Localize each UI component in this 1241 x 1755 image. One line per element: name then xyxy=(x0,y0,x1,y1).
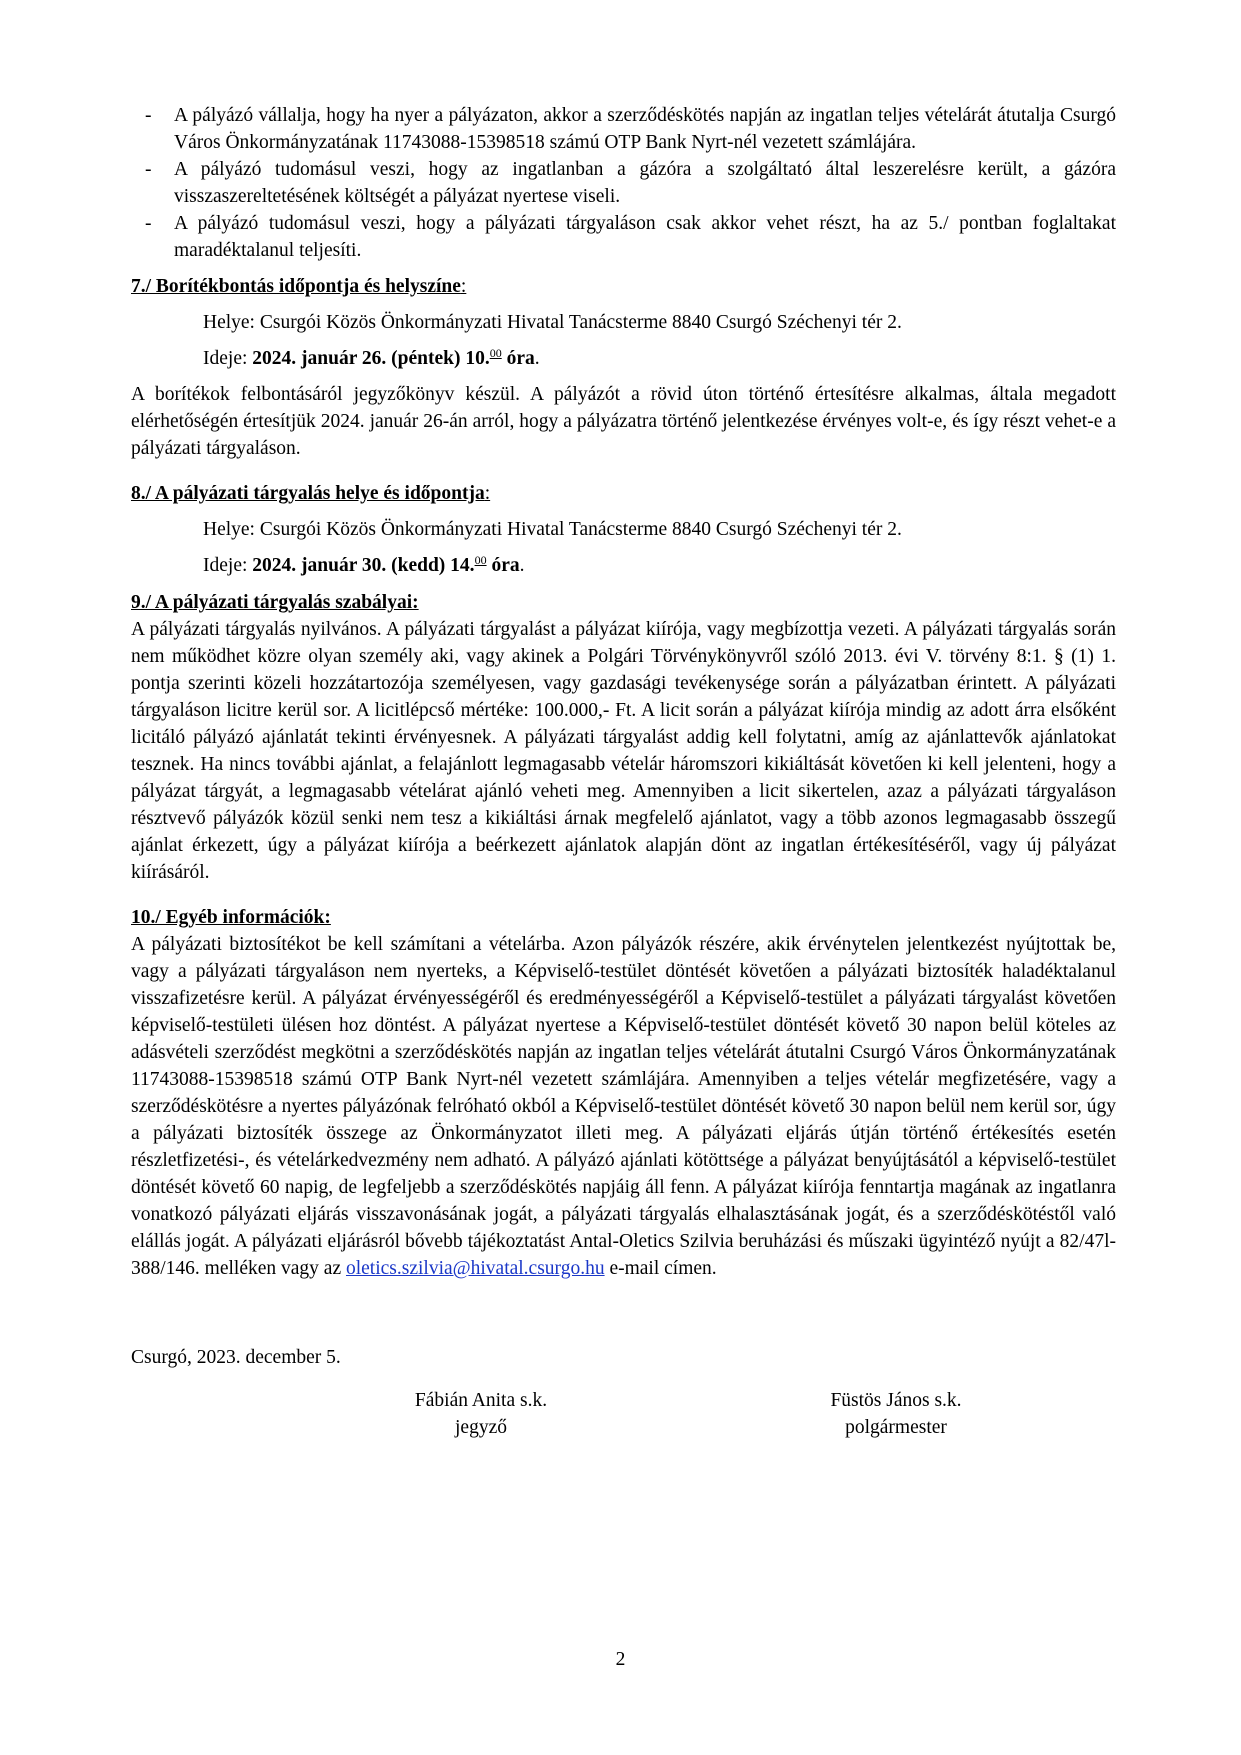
section-9-heading: 9./ A pályázati tárgyalás szabályai: xyxy=(131,592,419,613)
document-page xyxy=(131,102,1116,1447)
dash-bullet: - xyxy=(145,213,152,234)
page-number: 2 xyxy=(615,1649,626,1670)
section-7-time: Ideje: 2024. január 26. (péntek) 10.00 óra. xyxy=(203,346,540,369)
email-link[interactable]: oletics.szilvia@hivatal.csurgo.hu xyxy=(345,1258,605,1279)
dash-bullet: - xyxy=(145,159,152,180)
section-8-place: Helye: Csurgói Közös Önkormányzati Hivatal Tanácsterme 8840 Csurgó Széchenyi tér 2. xyxy=(203,519,902,540)
section-9-body: A pályázati tárgyalás nyilvános. A pályázati tárgyalást a pályázat kiírója, vagy megbízottja vezeti. A pályázati tárgyalás során nem működhet közre olyan személy aki, vagy akinek a Polgári Törvénykönyvről szóló 2013. évi V. törvény 8:1. § (1) 1. pontja szerinti közeli hozzátartozója személyesen, vagy gazdasági tevékenysége során a pályázatban érintett. A pályázati tárgyaláson licitre kerül sor. A licitlépcső mértéke: 100.000,- Ft. A licit során a pályázat kiírója mindig az adott árra elsőként licitáló pályázó ajánlatát tekinti érvényesnek. A pályázati tárgyalást addig kell folytatni, amíg az ajánlattevők ajánlatokat tesznek. Ha nincs további ajánlat, a felajánlott legmagasabb vételár háromszori kikiáltását követően ki kell jelenteni, hogy a pályázat tárgyát, a legmagasabb vételárat ajánló veheti meg. Amennyiben a licit sikertelen, azaz a pályázati tárgyaláson résztvevő pályázók közül senki nem tesz a kikiáltási árnak megfelelő ajánlatot, vagy a több azonos legmagasabb összegű ajánlat érkezett, úgy a pályázat kiírója a beérkezett ajánlatok alapján dönt az ingatlan értékesítéséről, vagy új pályázat kiírásáról. xyxy=(131,619,1116,883)
dash-bullet: - xyxy=(145,105,152,126)
signature-name: Füstös János s.k. xyxy=(830,1390,962,1411)
signature-mayor xyxy=(766,1387,1026,1441)
signature-name: Fábián Anita s.k. xyxy=(414,1390,548,1411)
section-10-body: A pályázati biztosítékot be kell számítani a vételárba. Azon pályázók részére, akik érvénytelen jelentkezést nyújtottak be, vagy a pályázati tárgyaláson nem nyerteks, a Képviselő-testület döntését követően a pályázati biztosíték haladéktalanul visszafizetésre kerül. A pályázat érvényességéről és eredményességéről a Képviselő-testület a pályázati tárgyalást követően képviselő-testületi ülésen hoz döntést. A pályázat nyertese a Képviselő-testület döntését követő 30 napon belül köteles az adásvételi szerződést megkötni a szerződéskötés napján az ingatlan teljes vételárát átutalni Csurgó Város Önkormányzatának 11743088-15398518 számú OTP Bank Nyrt-nél vezetett számlájára. Amennyiben a teljes vételár megfizetésére, vagy a szerződéskötésre a nyertes pályázónak felróható okból a Képviselő-testület döntését követő 30 napon belül nem kerül sor, úgy a pályázati biztosíték összege az Önkormányzatot illeti meg. A pályázati eljárás útján történő értékesítés esetén részletfizetési-, és vételárkedvezmény nem adható. A pályázó ajánlati kötöttsége a pályázat benyújtásától a képviselő-testület döntését követő 60 napig, de legfeljebb a szerződéskötés napjáig áll fenn. A pályázat kiírója fenntartja magának az ingatlanra vonatkozó pályázati eljárás visszavonásának jogát, a pályázati tárgyalás elhalasztásának jogát, és a szerződéskötéstől való elállás jogát. A pályázati eljárásról bővebb tájékoztatást Antal-Oletics Szilvia beruházási és műszaki ügyintéző nyújt a 82/47l-388/146. melléken vagy az oletics.szilvia@hivatal.csurgo.hu e-mail címen. xyxy=(131,934,1116,1279)
section-7-body: A borítékok felbontásáról jegyzőkönyv készül. A pályázót a rövid úton történő értesítésre alkalmas, általa megadott elérhetőségén értesítjük 2024. január 26-án arról, hogy a pályázatra történő jelentkezése érvényes volt-e, és így részt vehet-e a pályázati tárgyaláson. xyxy=(131,384,1116,459)
section-8-time: Ideje: 2024. január 30. (kedd) 14.00 óra. xyxy=(203,553,525,576)
signature-title: jegyző xyxy=(455,1417,507,1438)
section-7-heading: 7./ Borítékbontás időpontja és helyszíne: xyxy=(131,276,467,297)
date-line: Csurgó, 2023. december 5. xyxy=(131,1347,341,1368)
section-7-place: Helye: Csurgói Közös Önkormányzati Hivatal Tanácsterme 8840 Csurgó Széchenyi tér 2. xyxy=(203,312,902,333)
conditions-list xyxy=(131,102,1116,264)
list-item: - A pályázó tudomásul veszi, hogy a pályázati tárgyaláson csak akkor vehet részt, ha az 5./ pontban foglaltakat maradéktalanul teljesíti. xyxy=(131,210,1116,264)
signature-title: polgármester xyxy=(845,1417,947,1438)
section-8-heading: 8./ A pályázati tárgyalás helye és időpontja: xyxy=(131,483,491,504)
list-item: - A pályázó tudomásul veszi, hogy az ingatlanban a gázóra a szolgáltató által leszerelésre került, a gázóra visszaszereltetésének költségét a pályázat nyertese viseli. xyxy=(131,156,1116,210)
list-item: - A pályázó vállalja, hogy ha nyer a pályázaton, akkor a szerződéskötés napján az ingatlan teljes vételárát átutalja Csurgó Város Önkormányzatának 11743088-15398518 számú OTP Bank Nyrt-nél vezetett számlájára. xyxy=(131,102,1116,156)
signature-block xyxy=(131,1387,1116,1447)
section-10-heading: 10./ Egyéb információk: xyxy=(131,907,331,928)
signature-notary xyxy=(351,1387,611,1441)
